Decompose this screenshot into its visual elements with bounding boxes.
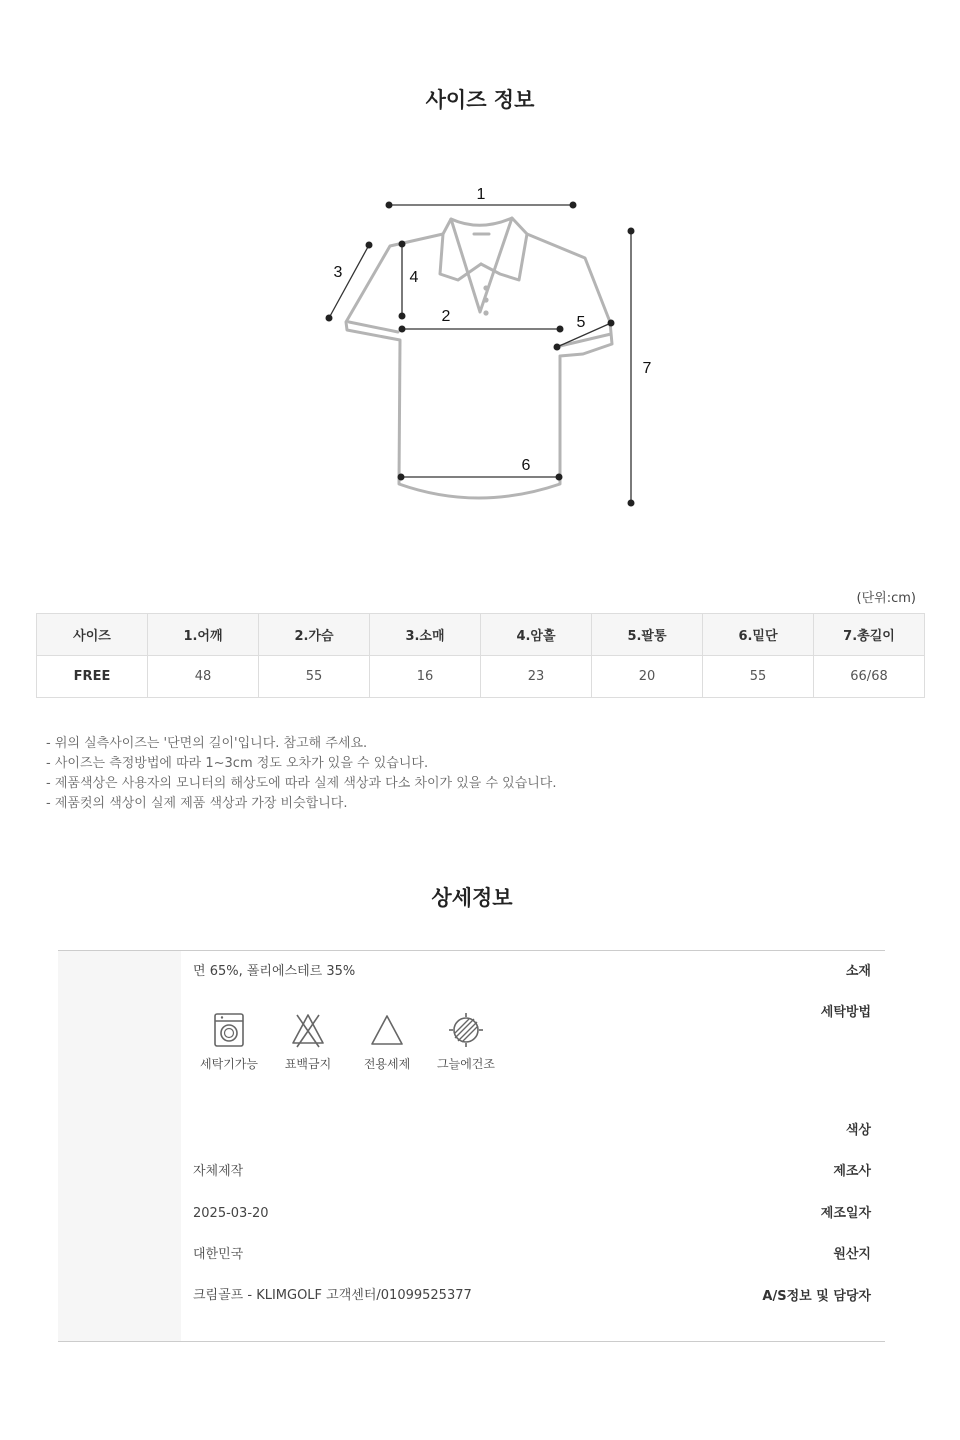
- col-total-length: 7.총길이: [814, 614, 925, 656]
- washing-machine-icon: [212, 1011, 246, 1049]
- shirt-outline: [346, 218, 612, 498]
- as-info-value: 크림골프 - KLIMGOLF 고객센터/01099525377: [193, 1288, 472, 1303]
- size-notes: [46, 734, 557, 814]
- wash-label-shade-dry: 그늘에건조: [437, 1057, 495, 1071]
- wash-item-shade-dry: [431, 1011, 501, 1072]
- maker-label: 제조사: [833, 1164, 871, 1179]
- label-6: 6: [521, 457, 531, 474]
- measure-dots: [326, 202, 635, 507]
- label-2: 2: [441, 308, 451, 325]
- wash-item-no-bleach: [273, 1011, 343, 1072]
- detail-info-title: 상세정보: [431, 886, 513, 910]
- detail-info-table: [58, 950, 885, 1342]
- col-size: 사이즈: [37, 614, 148, 656]
- table-cell: 55: [259, 656, 370, 698]
- table-cell: FREE: [37, 656, 148, 698]
- size-info-title: 사이즈 정보: [425, 88, 535, 112]
- col-sleeve: 3.소매: [370, 614, 481, 656]
- size-table: [36, 613, 925, 698]
- label-1: 1: [476, 186, 486, 203]
- origin-value: 대한민국: [193, 1247, 244, 1262]
- label-4: 4: [409, 269, 419, 286]
- col-sleeve-opening: 5.팔통: [592, 614, 703, 656]
- col-chest: 2.가슴: [259, 614, 370, 656]
- wash-label-machine: 세탁기가능: [200, 1057, 258, 1071]
- detail-label-column: [58, 951, 181, 1341]
- color-label: 색상: [845, 1123, 871, 1138]
- label-5: 5: [576, 314, 586, 331]
- material-value: 면 65%, 폴리에스테르 35%: [193, 964, 356, 979]
- col-armhole: 4.암홀: [481, 614, 592, 656]
- material-label: 소재: [845, 964, 871, 979]
- wash-label-no-bleach: 표백금지: [284, 1057, 332, 1071]
- note-item: - 제품컷의 색상이 실제 제품 색상과 가장 비슷합니다.: [46, 796, 348, 811]
- as-info-label: A/S정보 및 담당자: [762, 1289, 871, 1304]
- wash-item-detergent: [352, 1011, 422, 1072]
- note-item: - 제품색상은 사용자의 모니터의 해상도에 따라 실제 색상과 다소 차이가 있을 수 있습니다.: [46, 776, 557, 791]
- manufacture-date-value: 2025-03-20: [193, 1206, 269, 1221]
- note-item: - 사이즈는 측정방법에 따라 1~3cm 정도 오차가 있을 수 있습니다.: [46, 756, 429, 771]
- table-cell: 23: [481, 656, 592, 698]
- table-cell: 66/68: [814, 656, 925, 698]
- table-cell: 55: [703, 656, 814, 698]
- wash-label: 세탁방법: [820, 1005, 871, 1020]
- no-bleach-icon: [290, 1011, 326, 1049]
- table-cell: 48: [148, 656, 259, 698]
- table-cell: 16: [370, 656, 481, 698]
- unit-label: (단위:cm): [856, 591, 916, 606]
- shirt-measurement-diagram: [300, 170, 660, 515]
- wash-item-machine: [194, 1011, 264, 1072]
- table-row: [37, 656, 925, 698]
- maker-value: 자체제작: [193, 1164, 244, 1179]
- origin-label: 원산지: [833, 1247, 871, 1262]
- label-7: 7: [642, 360, 652, 377]
- manufacture-date-label: 제조일자: [820, 1206, 871, 1221]
- size-table-header: [37, 614, 925, 656]
- wash-label-detergent: 전용세제: [363, 1057, 411, 1071]
- note-item: - 위의 실측사이즈는 '단면의 길이'입니다. 참고해 주세요.: [46, 736, 368, 751]
- col-hem: 6.밑단: [703, 614, 814, 656]
- shade-dry-icon: [447, 1011, 485, 1049]
- col-shoulder: 1.어깨: [148, 614, 259, 656]
- label-3: 3: [333, 264, 343, 281]
- table-cell: 20: [592, 656, 703, 698]
- neutral-detergent-icon: [369, 1011, 405, 1049]
